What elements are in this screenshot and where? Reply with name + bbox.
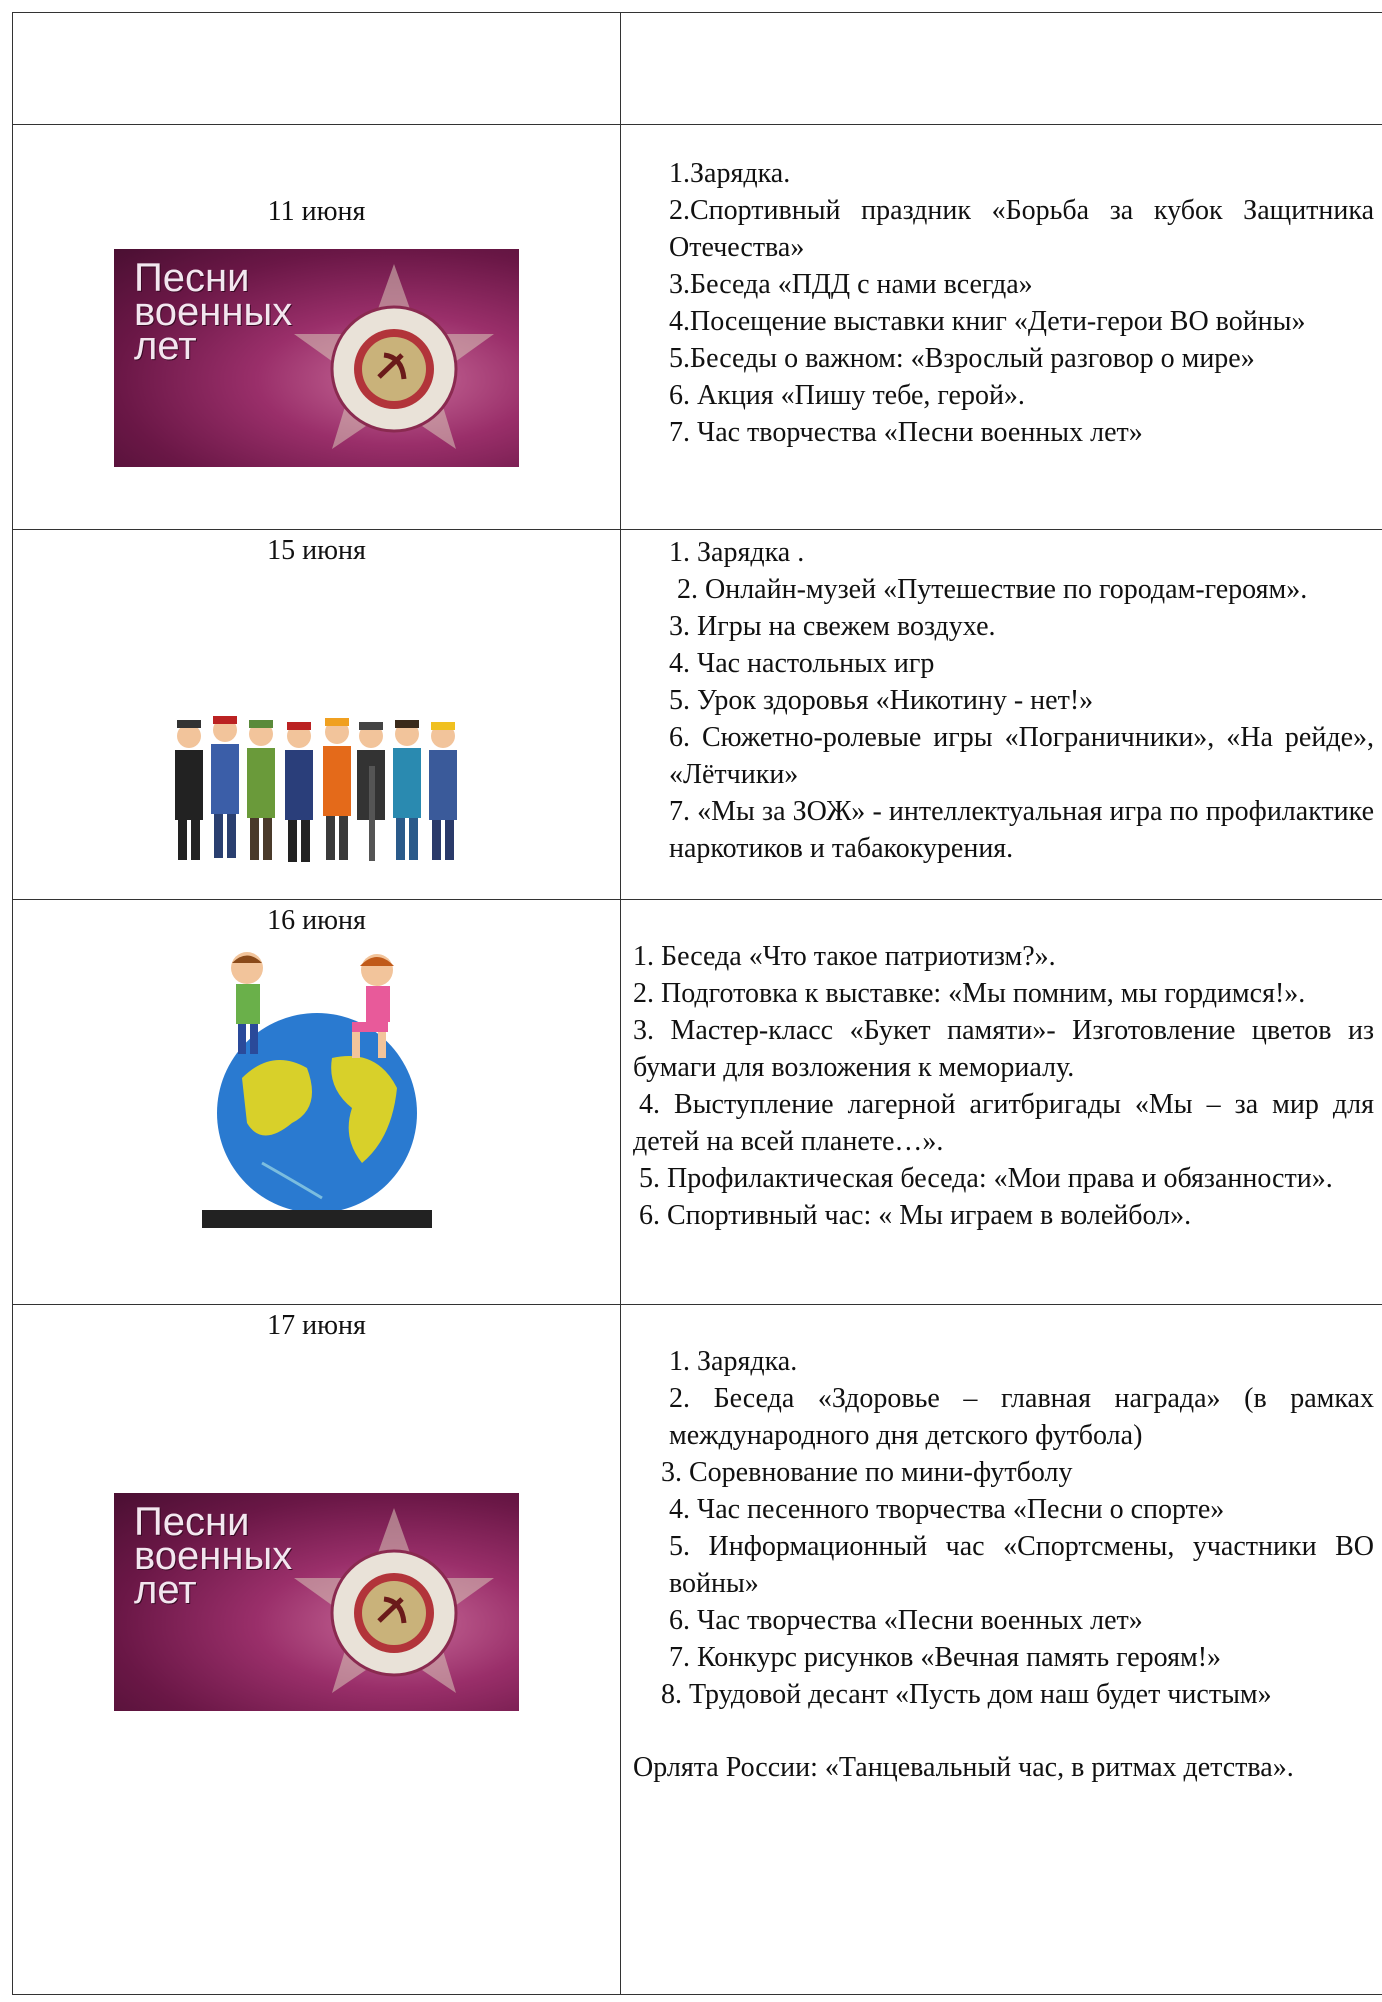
poster-line-3: лет (134, 324, 197, 368)
list-item: 6. Акция «Пишу тебе, герой». (669, 380, 1025, 411)
activities-cell (621, 900, 1382, 1305)
globe-children-illustration (202, 948, 432, 1228)
list-item: 1. Беседа «Что такое патриотизм?». (633, 941, 1056, 972)
header-left-cell (13, 13, 621, 125)
table-row (13, 530, 1382, 900)
eaglets-note: Орлята России: «Танцевальный час, в ритмах детства». (633, 1752, 1294, 1783)
list-item: 5. Урок здоровья «Никотину - нет!» (669, 685, 1094, 716)
list-item: 7. Час творчества «Песни военных лет» (669, 417, 1143, 448)
schedule-table (12, 12, 1382, 1995)
date-cell (13, 530, 621, 900)
poster-line-3: лет (134, 1568, 197, 1612)
poster-line-2: военных (134, 290, 293, 334)
list-item: 5. Информационный час «Спортсмены, участники ВО войны» (669, 1531, 1374, 1599)
list-item: 2. Онлайн-музей «Путешествие по городам-героям». (677, 574, 1308, 605)
table-row (13, 125, 1382, 530)
war-order-star-icon (274, 259, 514, 467)
list-item: 2. Подготовка к выставке: «Мы помним, мы гордимся!». (633, 978, 1306, 1009)
poster-title (134, 1500, 293, 1612)
date-label: 15 июня (267, 535, 366, 566)
list-item: 2.Спортивный праздник «Борьба за кубок Защитника Отечества» (669, 195, 1374, 263)
list-item: 1. Зарядка. (669, 1346, 798, 1377)
poster-image-war-songs (114, 1493, 519, 1711)
table-row (13, 1305, 1382, 1995)
date-cell (13, 1305, 621, 1995)
activities-cell (621, 125, 1382, 530)
activities-list (621, 1305, 1382, 1786)
activities-list (621, 125, 1382, 451)
poster-line-1: Песни (134, 1500, 250, 1544)
list-item: 4.Посещение выставки книг «Дети-герои ВО войны» (669, 306, 1306, 337)
list-item: 1. Зарядка . (669, 537, 805, 568)
list-item: 4. Выступление лагерной агитбригады «Мы – за мир для детей на всей планете…». (633, 1089, 1374, 1157)
professions-people-illustration (167, 706, 467, 876)
poster-image-war-songs (114, 249, 519, 467)
table-row (13, 900, 1382, 1305)
poster-line-2: военных (134, 1534, 293, 1578)
list-item: 1.Зарядка. (669, 158, 791, 189)
activities-list (621, 530, 1382, 867)
list-item: 8. Трудовой десант «Пусть дом наш будет чистым» (661, 1679, 1272, 1710)
activities-cell (621, 530, 1382, 900)
list-item: 5. Профилактическая беседа: «Мои права и обязанности». (639, 1163, 1333, 1194)
list-item: 6. Час творчества «Песни военных лет» (669, 1605, 1143, 1636)
date-label: 17 июня (267, 1310, 366, 1341)
list-item: 4. Час песенного творчества «Песни о спорте» (669, 1494, 1225, 1525)
date-cell (13, 125, 621, 530)
date-cell (13, 900, 621, 1305)
war-order-star-icon (274, 1503, 514, 1711)
list-item: 5.Беседы о важном: «Взрослый разговор о мире» (669, 343, 1255, 374)
list-item: 7. «Мы за ЗОЖ» - интеллектуальная игра по профилактике наркотиков и табакокурения. (669, 796, 1374, 864)
poster-title (134, 256, 293, 368)
list-item: 6. Сюжетно-ролевые игры «Пограничники», «На рейде», «Лётчики» (669, 722, 1374, 790)
list-item: 3. Соревнование по мини-футболу (661, 1457, 1073, 1488)
header-row (13, 13, 1382, 125)
date-label: 16 июня (267, 905, 366, 936)
list-item: 3. Игры на свежем воздухе. (669, 611, 996, 642)
list-item: 3.Беседа «ПДД с нами всегда» (669, 269, 1033, 300)
list-item: 4. Час настольных игр (669, 648, 935, 679)
list-item: 3. Мастер-класс «Букет памяти»- Изготовление цветов из бумаги для возложения к мемориалу. (633, 1015, 1374, 1083)
activities-cell (621, 1305, 1382, 1995)
list-item: 2. Беседа «Здоровье – главная награда» (в рамках международного дня детского футбола) (669, 1383, 1374, 1451)
list-item: 7. Конкурс рисунков «Вечная память героям!» (669, 1642, 1222, 1673)
list-item: 6. Спортивный час: « Мы играем в волейбол». (639, 1200, 1192, 1231)
header-right-cell (621, 13, 1382, 125)
date-label: 11 июня (267, 196, 366, 227)
poster-line-1: Песни (134, 256, 250, 300)
activities-list (621, 900, 1382, 1234)
